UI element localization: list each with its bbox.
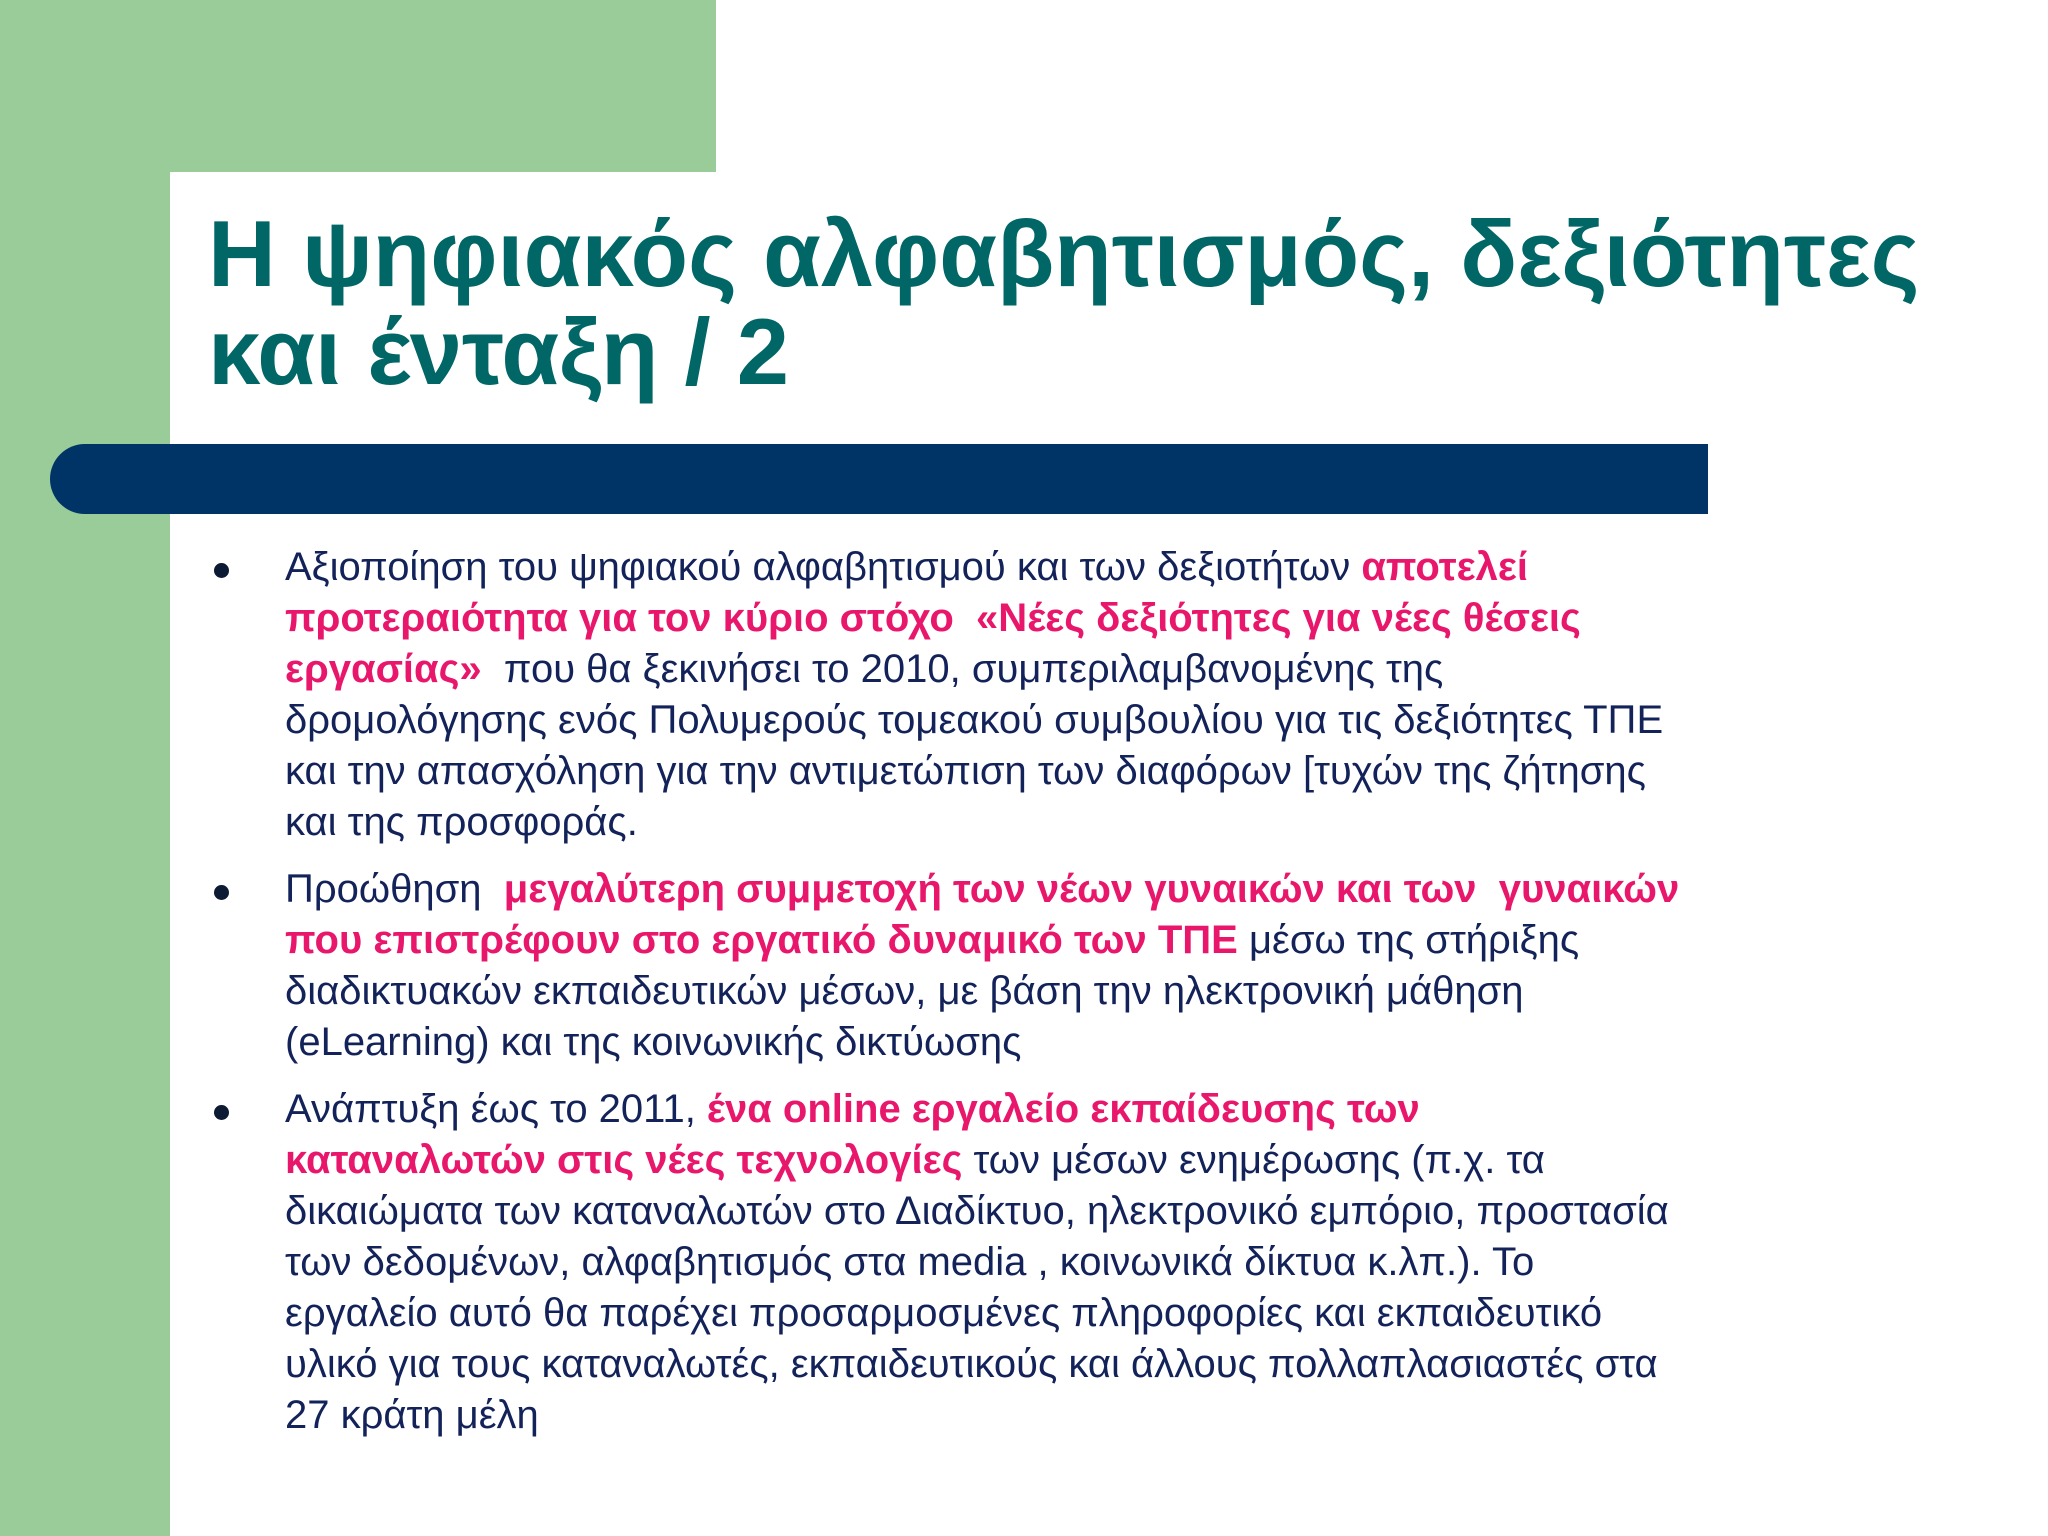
bullet-line <box>285 797 1900 848</box>
bullet-dot-icon <box>214 885 229 900</box>
highlighted-text: που επιστρέφουν στο εργατικό δυναμικό των ΤΠΕ <box>285 918 1238 962</box>
body-text: και της προσφοράς. <box>285 800 638 844</box>
bullet-text <box>285 542 1900 848</box>
bullet-line <box>285 1135 1900 1186</box>
title-divider-bar <box>50 444 1708 514</box>
highlighted-text: προτεραιότητα για τον κύριο στόχο «Νέες δεξιότητες για νέες θέσεις <box>285 596 1581 640</box>
bullet-item <box>0 864 2048 1068</box>
body-text: Προώθηση <box>285 867 504 911</box>
body-text: Ανάπτυξη έως το 2011, <box>285 1087 707 1131</box>
bullet-line <box>285 966 1900 1017</box>
highlighted-text: αποτελεί <box>1361 545 1528 589</box>
bullet-line <box>285 864 1900 915</box>
body-text: (eLearning) και της κοινωνικής δικτύωσης <box>285 1020 1022 1064</box>
body-text: μέσω της στήριξης <box>1237 918 1580 962</box>
bullet-line <box>285 1288 1900 1339</box>
slide-title <box>208 201 1988 404</box>
highlighted-text: ένα online εργαλείο εκπαίδευσης των <box>706 1087 1420 1131</box>
bullet-line <box>285 1339 1900 1390</box>
body-text: των δεδομένων, αλφαβητισμός στα media , κοινωνικά δίκτυα κ.λπ.). Το <box>285 1240 1535 1284</box>
bullet-line <box>285 1017 1900 1068</box>
bullet-text <box>285 1084 1900 1441</box>
body-text: δρομολόγησης ενός Πολυμερούς τομεακού συμβουλίου για τις δεξιότητες ΤΠΕ <box>285 698 1664 742</box>
body-text: των μέσων ενημέρωσης (π.χ. τα <box>962 1138 1545 1182</box>
bullet-line <box>285 746 1900 797</box>
bullet-item <box>0 1084 2048 1441</box>
bullet-list <box>0 542 2048 1457</box>
bullet-line <box>285 695 1900 746</box>
bullet-line <box>285 1390 1900 1441</box>
slide-title-line-1: Η ψηφιακός αλφαβητισμός, δεξιότητες <box>208 201 1920 306</box>
green-top-band <box>0 0 716 172</box>
slide-title-line-2: και ένταξη / 2 <box>208 299 790 404</box>
body-text: δικαιώματα των καταναλωτών στο Διαδίκτυο, ηλεκτρονικό εμπόριο, προστασία <box>285 1189 1669 1233</box>
bullet-dot-icon <box>214 1105 229 1120</box>
body-text: 27 κράτη μέλη <box>285 1393 539 1437</box>
bullet-line <box>285 1084 1900 1135</box>
body-text: και την απασχόληση για την αντιμετώπιση των διαφόρων [τυχών της ζήτησης <box>285 749 1646 793</box>
body-text: που θα ξεκινήσει το 2010, συμπεριλαμβανομένης της <box>481 647 1444 691</box>
body-text: υλικό για τους καταναλωτές, εκπαιδευτικούς και άλλους πολλαπλασιαστές στα <box>285 1342 1658 1386</box>
body-text: διαδικτυακών εκπαιδευτικών μέσων, με βάση την ηλεκτρονική μάθηση <box>285 969 1524 1013</box>
bullet-item <box>0 542 2048 848</box>
bullet-line <box>285 915 1900 966</box>
bullet-line <box>285 644 1900 695</box>
bullet-line <box>285 542 1900 593</box>
bullet-dot-icon <box>214 563 229 578</box>
highlighted-text: μεγαλύτερη συμμετοχή των νέων γυναικών και των γυναικών <box>503 867 1680 911</box>
body-text: εργαλείο αυτό θα παρέχει προσαρμοσμένες πληροφορίες και εκπαιδευτικό <box>285 1291 1603 1335</box>
body-text: Αξιοποίηση του ψηφιακού αλφαβητισμού και των δεξιοτήτων <box>285 545 1362 589</box>
highlighted-text: εργασίας» <box>285 647 482 691</box>
bullet-line <box>285 1186 1900 1237</box>
bullet-line <box>285 1237 1900 1288</box>
bullet-line <box>285 593 1900 644</box>
bullet-text <box>285 864 1900 1068</box>
highlighted-text: καταναλωτών στις νέες τεχνολογίες <box>285 1138 963 1182</box>
